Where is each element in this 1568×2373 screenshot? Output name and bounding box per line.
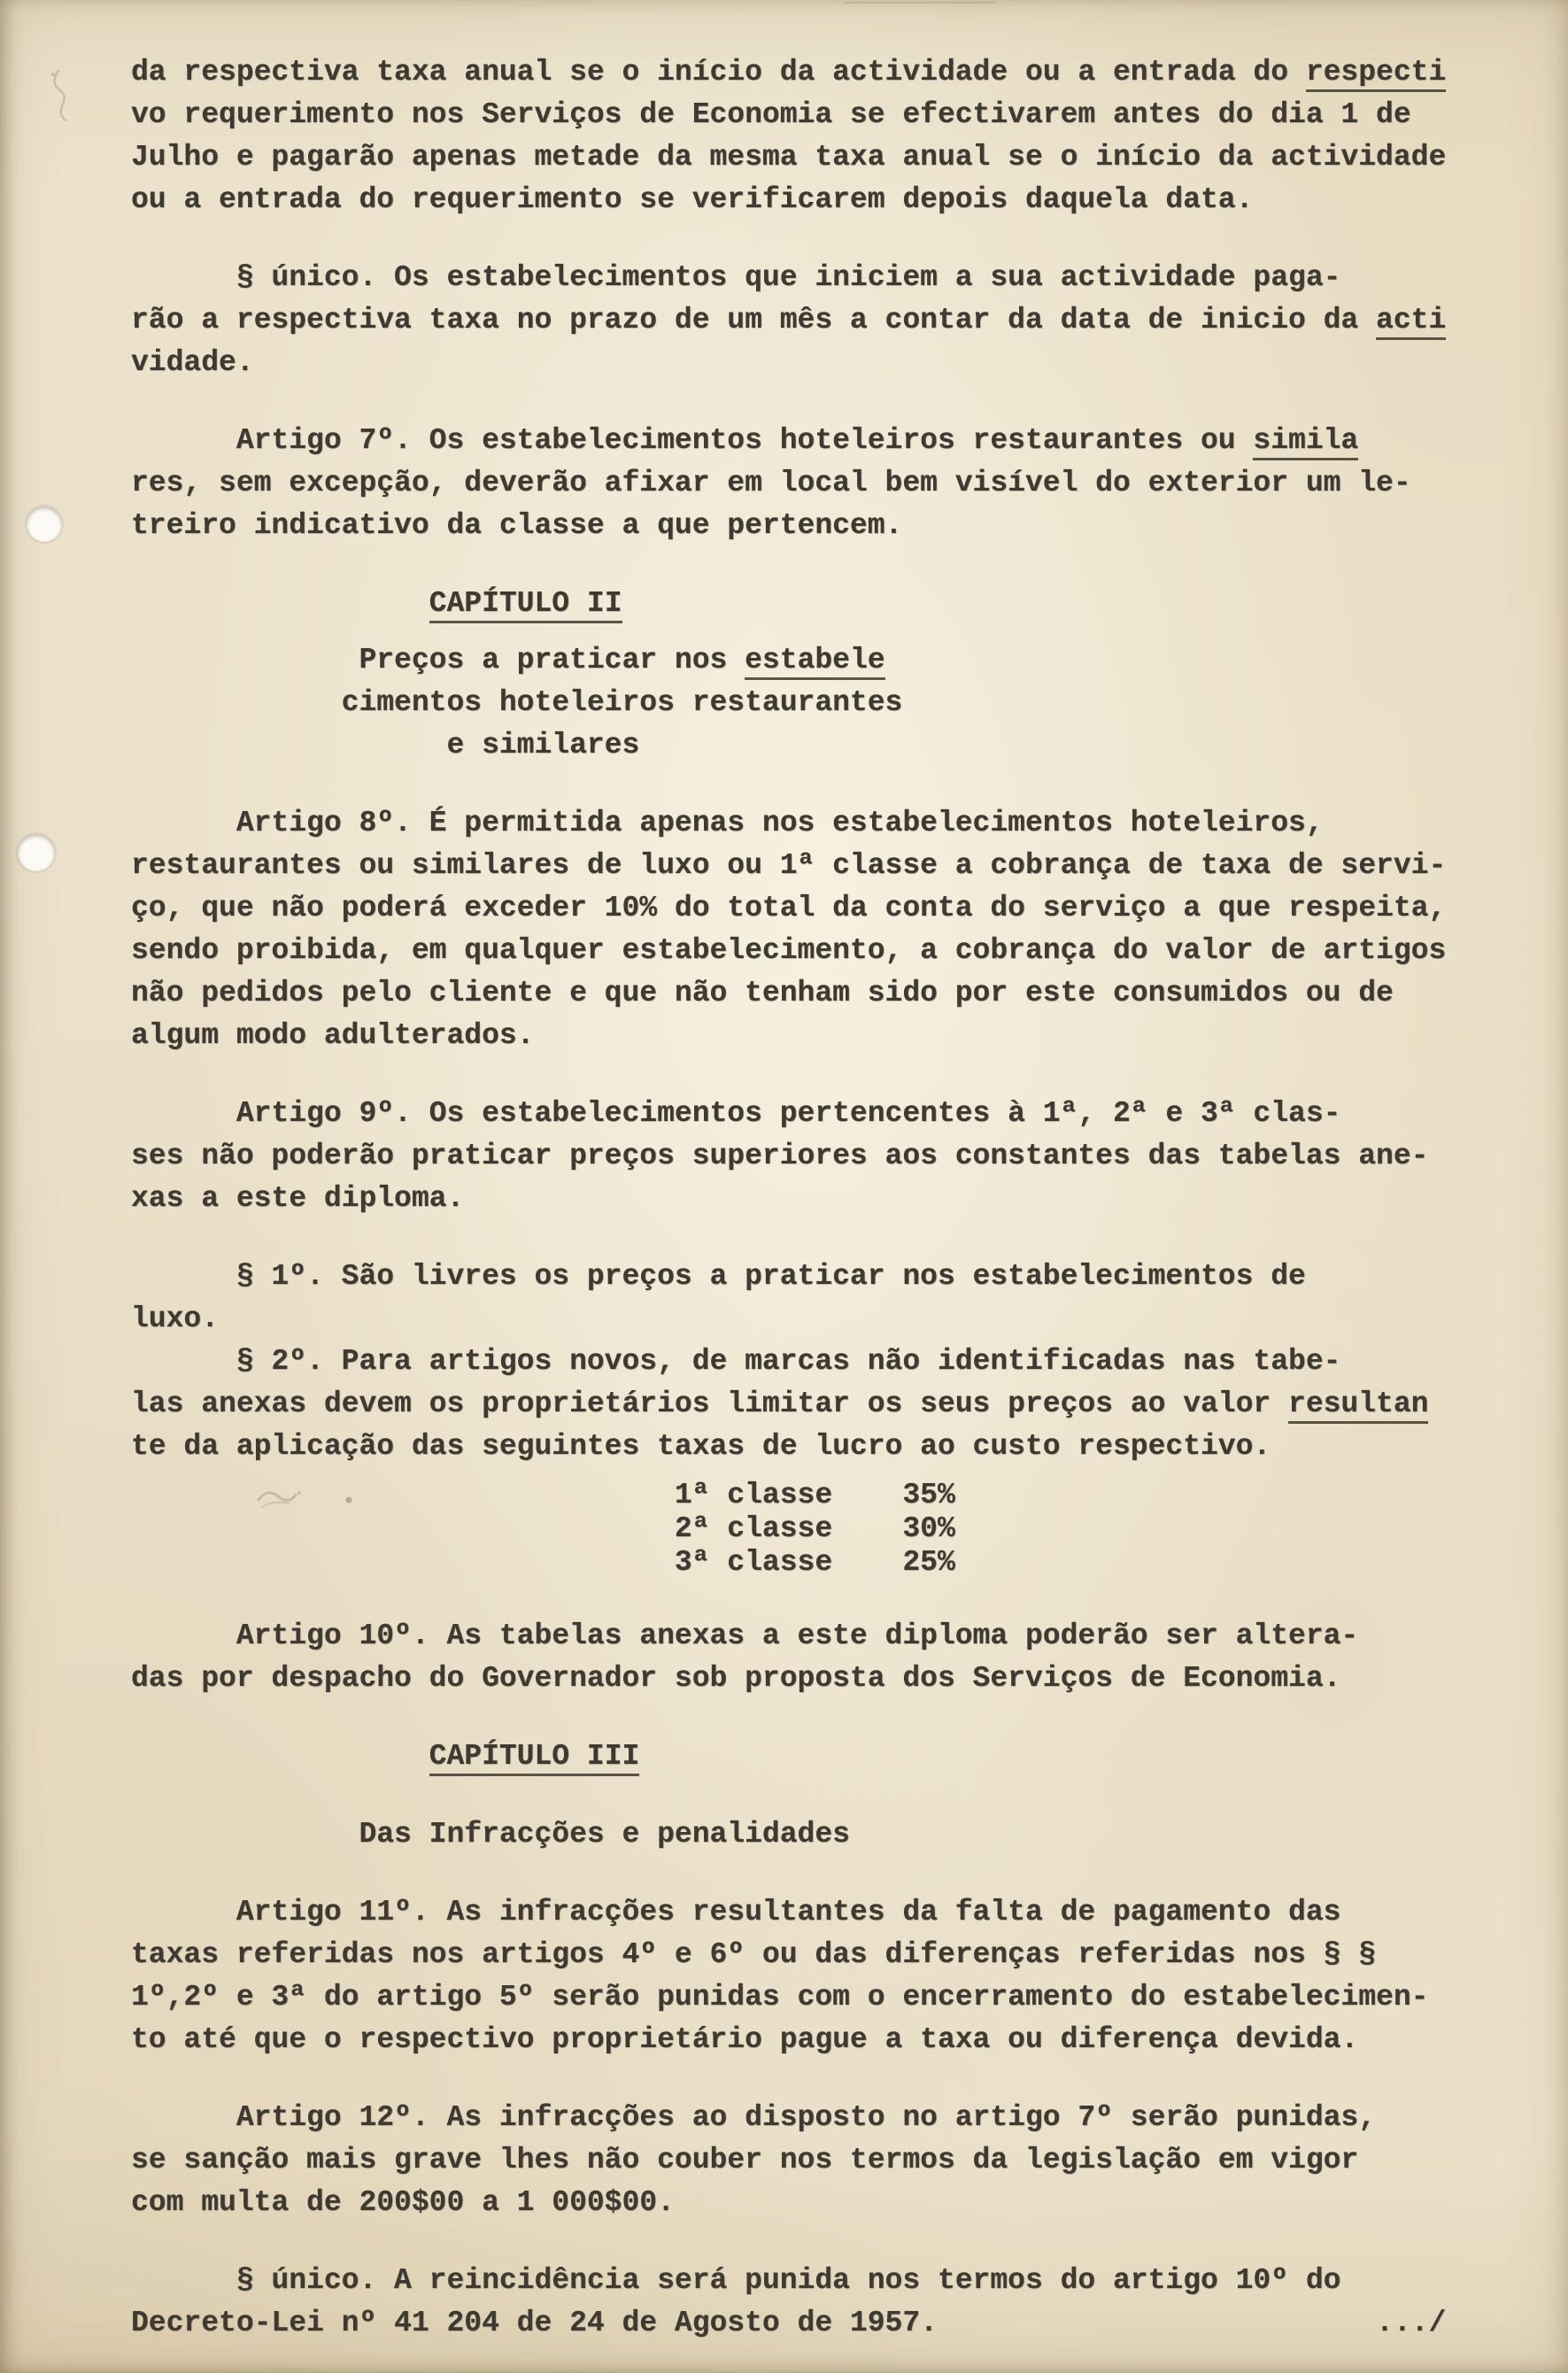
text-line: Artigo 12º. As infracções ao disposto no artigo 7º serão punidas, bbox=[131, 2101, 1377, 2134]
text-line: com multa de 200$00 a 1 000$00. bbox=[131, 2186, 675, 2219]
text-line: das por despacho do Governador sob proposta dos Serviços de Economia. bbox=[131, 1662, 1341, 1695]
underlined-text: resultan bbox=[1288, 1387, 1428, 1424]
underlined-text: CAPÍTULO II bbox=[429, 587, 622, 623]
text-line: Julho e pagarão apenas metade da mesma taxa anual se o início da actividade bbox=[131, 141, 1447, 174]
text-line: algum modo adulterados. bbox=[131, 1019, 535, 1052]
text-line: Artigo 8º. É permitida apenas nos estabelecimentos hoteleiros, bbox=[131, 807, 1324, 839]
underlined-text: estabele bbox=[745, 644, 884, 680]
underlined-text: CAPÍTULO III bbox=[429, 1740, 640, 1776]
text-line: Decreto-Lei nº 41 204 de 24 de Agosto de 1957. .../ bbox=[131, 2307, 1447, 2339]
text-line: sendo proibida, em qualquer estabelecimento, a cobrança do valor de artigos bbox=[131, 934, 1447, 967]
rate-table-row: 1ª classe 35% bbox=[131, 1479, 955, 1511]
text-line: vo requerimento nos Serviços de Economia se efectivarem antes do dia 1 de bbox=[131, 98, 1411, 131]
text-line: to até que o respectivo proprietário pague a taxa ou diferença devida. bbox=[131, 2023, 1359, 2056]
text-line: ou a entrada do requerimento se verificarem depois daquela data. bbox=[131, 183, 1254, 216]
text-line: não pedidos pelo cliente e que não tenham sido por este consumidos ou de bbox=[131, 977, 1394, 1009]
text-line: § 2º. Para artigos novos, de marcas não identificadas nas tabe- bbox=[131, 1345, 1341, 1378]
text-line: vidade. bbox=[131, 346, 254, 379]
text-line: 1º,2º e 3ª do artigo 5º serão punidas com o encerramento do estabelecimen- bbox=[131, 1981, 1429, 2014]
text-line: te da aplicação das seguintes taxas de lucro ao custo respectivo. bbox=[131, 1430, 1271, 1463]
text-line: rão a respectiva taxa no prazo de um mês a contar da data de inicio da acti bbox=[131, 299, 1550, 342]
chapter-subtitle-line: e similares bbox=[131, 729, 640, 761]
text-line: xas a este diploma. bbox=[131, 1182, 465, 1215]
text-line: taxas referidas nos artigos 4º e 6º ou das diferenças referidas nos § § bbox=[131, 1938, 1377, 1971]
text-line: Artigo 9º. Os estabelecimentos pertencentes à 1ª, 2ª e 3ª clas- bbox=[131, 1097, 1341, 1130]
text-line: da respectiva taxa anual se o início da actividade ou a entrada do respecti bbox=[131, 51, 1550, 94]
text-line: § único. A reincidência será punida nos termos do artigo 10º do bbox=[131, 2264, 1341, 2297]
underlined-text: respecti bbox=[1306, 56, 1446, 92]
chapter-heading bbox=[131, 1735, 1550, 1778]
text-line: treiro indicativo da classe a que pertencem. bbox=[131, 509, 903, 542]
text-line: § único. Os estabelecimentos que iniciem a sua actividade paga- bbox=[131, 261, 1341, 294]
chapter-subtitle-line: Preços a praticar nos estabele bbox=[131, 639, 1550, 682]
underlined-text: simila bbox=[1253, 424, 1358, 460]
text-line: luxo. bbox=[131, 1302, 220, 1335]
chapter-subtitle-line: Das Infracções e penalidades bbox=[131, 1818, 850, 1851]
text-line: ço, que não poderá exceder 10% do total da conta do serviço a que respeita, bbox=[131, 892, 1447, 924]
text-line: § 1º. São livres os preços a praticar nos estabelecimentos de bbox=[131, 1260, 1306, 1293]
rate-table-row: 3ª classe 25% bbox=[131, 1546, 955, 1579]
text-line: las anexas devem os proprietários limitar os seus preços ao valor resultan bbox=[131, 1383, 1550, 1426]
text-line: Artigo 10º. As tabelas anexas a este diploma poderão ser altera- bbox=[131, 1619, 1359, 1652]
text-line: se sanção mais grave lhes não couber nos termos da legislação em vigor bbox=[131, 2144, 1359, 2176]
chapter-subtitle-line: cimentos hoteleiros restaurantes bbox=[131, 686, 903, 719]
chapter-heading bbox=[131, 583, 1550, 625]
text-line: Artigo 11º. As infracções resultantes da falta de pagamento das bbox=[131, 1896, 1341, 1929]
text-line: ses não poderão praticar preços superiores aos constantes das tabelas ane- bbox=[131, 1140, 1429, 1172]
text-line: Artigo 7º. Os estabelecimentos hoteleiros restaurantes ou simila bbox=[131, 420, 1550, 462]
rate-table-row: 2ª classe 30% bbox=[131, 1512, 955, 1545]
underlined-text: acti bbox=[1376, 304, 1446, 340]
text-line: restaurantes ou similares de luxo ou 1ª classe a cobrança de taxa de servi- bbox=[131, 849, 1447, 882]
text-line: res, sem excepção, deverão afixar em local bem visível do exterior um le- bbox=[131, 467, 1411, 499]
